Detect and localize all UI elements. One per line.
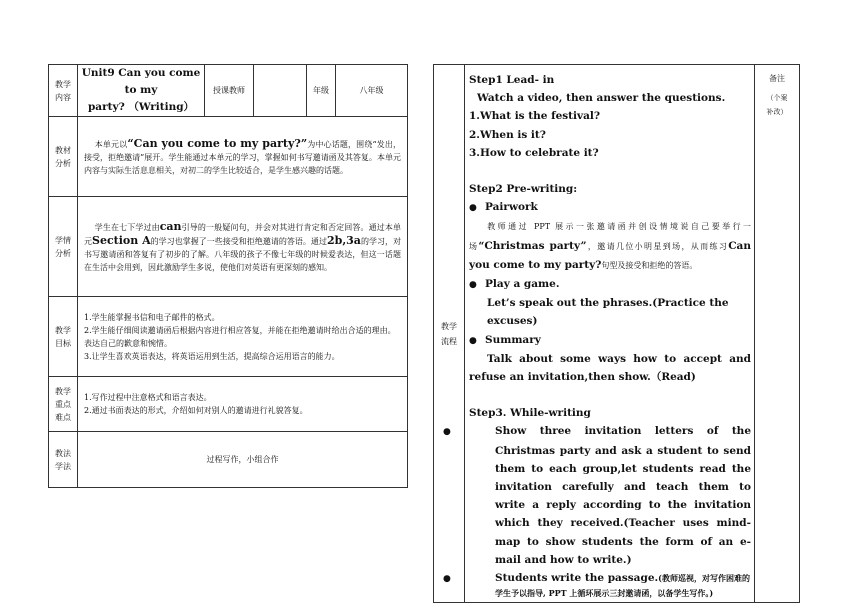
notes-sublabel: （个案 补改） [766,94,788,116]
student-analysis-label: 学情 分析 [49,197,78,297]
pairwork-description: 教师通过 PPT 展示一张邀请函并创设情境说自己要举行一场“Christmas party”，邀请几位小明星到场，从而练习Can you come to my party?句型及接受和拒绝的答语。 [469,222,752,271]
process-label: 教学 流程 [434,65,465,603]
grade-label: 年级 [307,65,336,117]
summary-heading: ● Summary [469,331,751,350]
material-analysis-label: 教材 分析 [49,117,78,197]
unit-title-cell [78,65,205,117]
bullet-icon: ● [443,574,451,585]
step3-title: Step3. While-writing [469,407,591,420]
lesson-plan-right-table [433,64,800,603]
material-analysis-text: 本单元以“Can you come to my party?”为中心话题，围绕“发出，接受，拒绝邀请”展开。学生能通过本单元的学习，掌握如何书写邀请函及其答复。本单元内容与实际生活息息相关，对初二的学生比较适合，是学生感兴趣的话题。 [78,117,408,197]
play-game-heading: ● Play a game. [469,275,751,294]
step3-item: ● Show three invitation letters of the Christmas party and ask a student to send them to each group,let students read the invitation carefully and teach them to write a reply according to the invitation which they received.(Teacher uses mind-map to show students the form of an e-mail and how to write.) [443,425,751,566]
objectives-label: 教学 目标 [49,297,78,377]
objective-item: 1.学生能掌握书信和电子邮件的格式。 [84,312,220,322]
notes-label: 备注 [769,74,785,83]
bullet-icon: ● [469,335,477,346]
content-label: 教学 内容 [49,65,78,117]
bullet-icon: ● [469,280,477,291]
objective-item: 2.学生能仔细阅读邀请函后根据内容进行相应答复，并能在拒绝邀请时给出合适的理由。表达自己的歉意和惋惜。 [84,325,396,348]
methods-value: 过程写作，小组合作 [78,432,408,488]
objective-item: 3.让学生喜欢英语表达，将英语运用到生活，提高综合运用语言的能力。 [84,351,340,361]
step1-question: 2.When is it? [469,128,546,141]
teacher-value [254,65,307,117]
bullet-icon: ● [443,427,451,438]
notes-column [755,65,800,603]
key-points-list [78,377,408,432]
step1-question: 1.What is the festival? [469,110,601,123]
key-points-label: 教学 重点 难点 [49,377,78,432]
lesson-plan-left-table [48,64,408,488]
summary-text: Talk about some ways how to accept and refuse an invitation,then show.（Read) [469,352,751,384]
unit-title: Unit9 Can you come to my party? （Writing） [81,67,201,113]
grade-value: 八年级 [336,65,408,117]
speak-out-text: Let’s speak out the phrases.(Practice the excuses) [487,297,729,328]
student-analysis-text: 学生在七下学过由can引导的一般疑问句，并会对其进行肯定和否定回答。通过本单元Section A的学习也掌握了一些接受和拒绝邀请的答语。通过2b,3a的学习，对书写邀请函和答复有了初步的了解。八年级的孩子不像七年级的时候爱表达，但这一话题在生活中会用到，因此激励学生多说，使他们对英语有更深刻的感知。 [78,197,408,297]
pairwork-heading: ● Pairwork [469,198,751,217]
step1-intro: Watch a video, then answer the questions. [477,92,726,105]
step1-title: Step1 Lead- in [469,74,555,86]
key-point-item: 2.通过书面表达的形式，介绍如何对别人的邀请进行礼貌答复。 [84,406,308,415]
step2-title: Step2 Pre-writing: [469,183,578,196]
step1-question: 3.How to celebrate it? [469,146,599,159]
objectives-list [78,297,408,377]
bullet-icon: ● [469,203,477,214]
methods-label: 教法 学法 [49,432,78,488]
teacher-label: 授课教师 [205,65,254,117]
key-point-item: 1.写作过程中注意格式和语言表达。 [84,393,212,402]
step3-item: ● Students write the passage.(教师巡视，对写作困难的学生予以指导, PPT 上循环展示三封邀请函，以备学生写作。) [443,572,750,599]
